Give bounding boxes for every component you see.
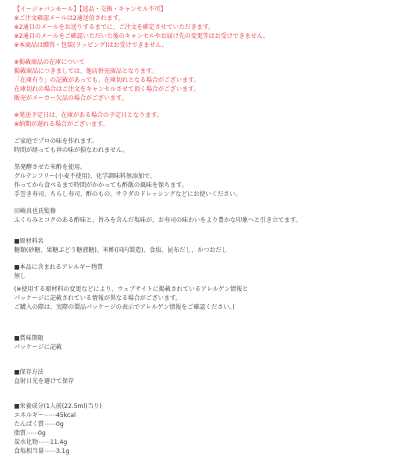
ingredients-heading: ■原材料名 (14, 238, 44, 245)
description-line: 作ってから食べるまで時間がかかっても酢飯の風味を保ちます。 (14, 182, 188, 189)
allergen-section (14, 263, 390, 312)
expiry-section (14, 334, 390, 352)
nutrition-section (14, 402, 390, 456)
nutrition-row: エネルギー⋯⋯45kcal (14, 412, 76, 419)
supervisor-title: 田崎真也氏監修 (14, 208, 57, 215)
notice-line: ※納期が遅れる場合がございます。 (14, 121, 109, 128)
nutrition-row: たんぱく質⋯⋯0g (14, 421, 64, 428)
allergen-note-line: パッケージに記載されている情報が異なる場合がございます。 (14, 295, 182, 302)
shipping-notice (14, 111, 390, 129)
supervisor-text: ふくらみとコクのある酢味と、旨みを含んだ塩味が、お寿司の味わいをより豊かな印象へと引き立てます。 (14, 217, 302, 224)
description-line: 手巻き寿司、ちらし寿司、酢のもの、サラダのドレッシングなどにお使いください。 (14, 191, 242, 198)
notice-line: ※掲載商品の在庫について (14, 59, 85, 66)
allergen-note-line: (※使用する原材料の変更などにより、ウェブサイトに掲載されているアレルゲン情報と (14, 286, 249, 293)
nutrition-row: 食塩相当量⋯⋯3.1g (14, 448, 70, 455)
notice-line: ※2通目のメールをご確認いただいた後のキャンセルやお届け先の変更等はお受けできません。 (14, 33, 270, 40)
product-features (14, 163, 390, 199)
notice-line: 【イージャパンモール】【返品・交換・キャンセル不可】 (14, 6, 167, 13)
intro-line: ご家庭でプロの味を作れます。 (14, 138, 98, 145)
expiry-heading: ■賞味期限 (14, 335, 44, 342)
product-description (14, 5, 390, 456)
storage-value: 直射日光を避けて保存 (14, 378, 75, 385)
allergen-heading: ■本品に含まれるアレルギー物質 (14, 264, 104, 271)
allergen-value: 無し (14, 273, 27, 280)
intro-line: 時間が経っても丼の味が損なわれません。 (14, 147, 129, 154)
expiry-value: パッケージに記載 (14, 344, 62, 351)
order-notice (14, 5, 390, 50)
ingredients-text: 糖類(砂糖、果糖ぶどう糖液糖)、米酢(国内製造)、食塩、昆布だし、かつおだし (14, 247, 228, 254)
allergen-note-line: ご購入の際は、実際の製品パッケージの表示でアレルゲン情報をご確認ください。) (14, 304, 235, 311)
description-line: グルテンフリー(小麦不使用)、化学調味料無添加で、 (14, 173, 156, 180)
nutrition-row: 炭水化物⋯⋯11.4g (14, 439, 68, 446)
notice-line: ※ご注文確認メールは2通送信されます。 (14, 15, 125, 22)
notice-line: ※発送予定日は、在庫がある場合の予定日となります。 (14, 112, 163, 119)
notice-line: 「在庫有り」の記載があっても、在庫切れとなる場合がございます。 (14, 77, 200, 84)
stock-notice (14, 58, 390, 103)
ingredients-section (14, 237, 390, 255)
notice-line: 販売がメーカー欠品の場合がございます。 (14, 95, 128, 102)
notice-line: ※本商品は贈答・包装(ラッピング)はお受けできません。 (14, 42, 168, 49)
notice-line: ※2通目のメールをお送りするまでに、ご注文を確定させていただきます。 (14, 24, 215, 31)
notice-line: 在庫切れの場合はご注文をキャンセルさせて頂く場合がございます。 (14, 86, 200, 93)
supervisor-section (14, 207, 390, 225)
product-intro (14, 137, 390, 155)
nutrition-row: 脂質⋯⋯0g (14, 430, 46, 437)
description-line: 黒発酵させた米酢を使用。 (14, 164, 87, 171)
notice-line: 掲載商品につきましては、他店併売商品となります。 (14, 68, 158, 75)
nutrition-heading: ■栄養成分(1人前(22.5ml)当り) (14, 403, 102, 410)
storage-section (14, 368, 390, 386)
storage-heading: ■保存方法 (14, 369, 44, 376)
